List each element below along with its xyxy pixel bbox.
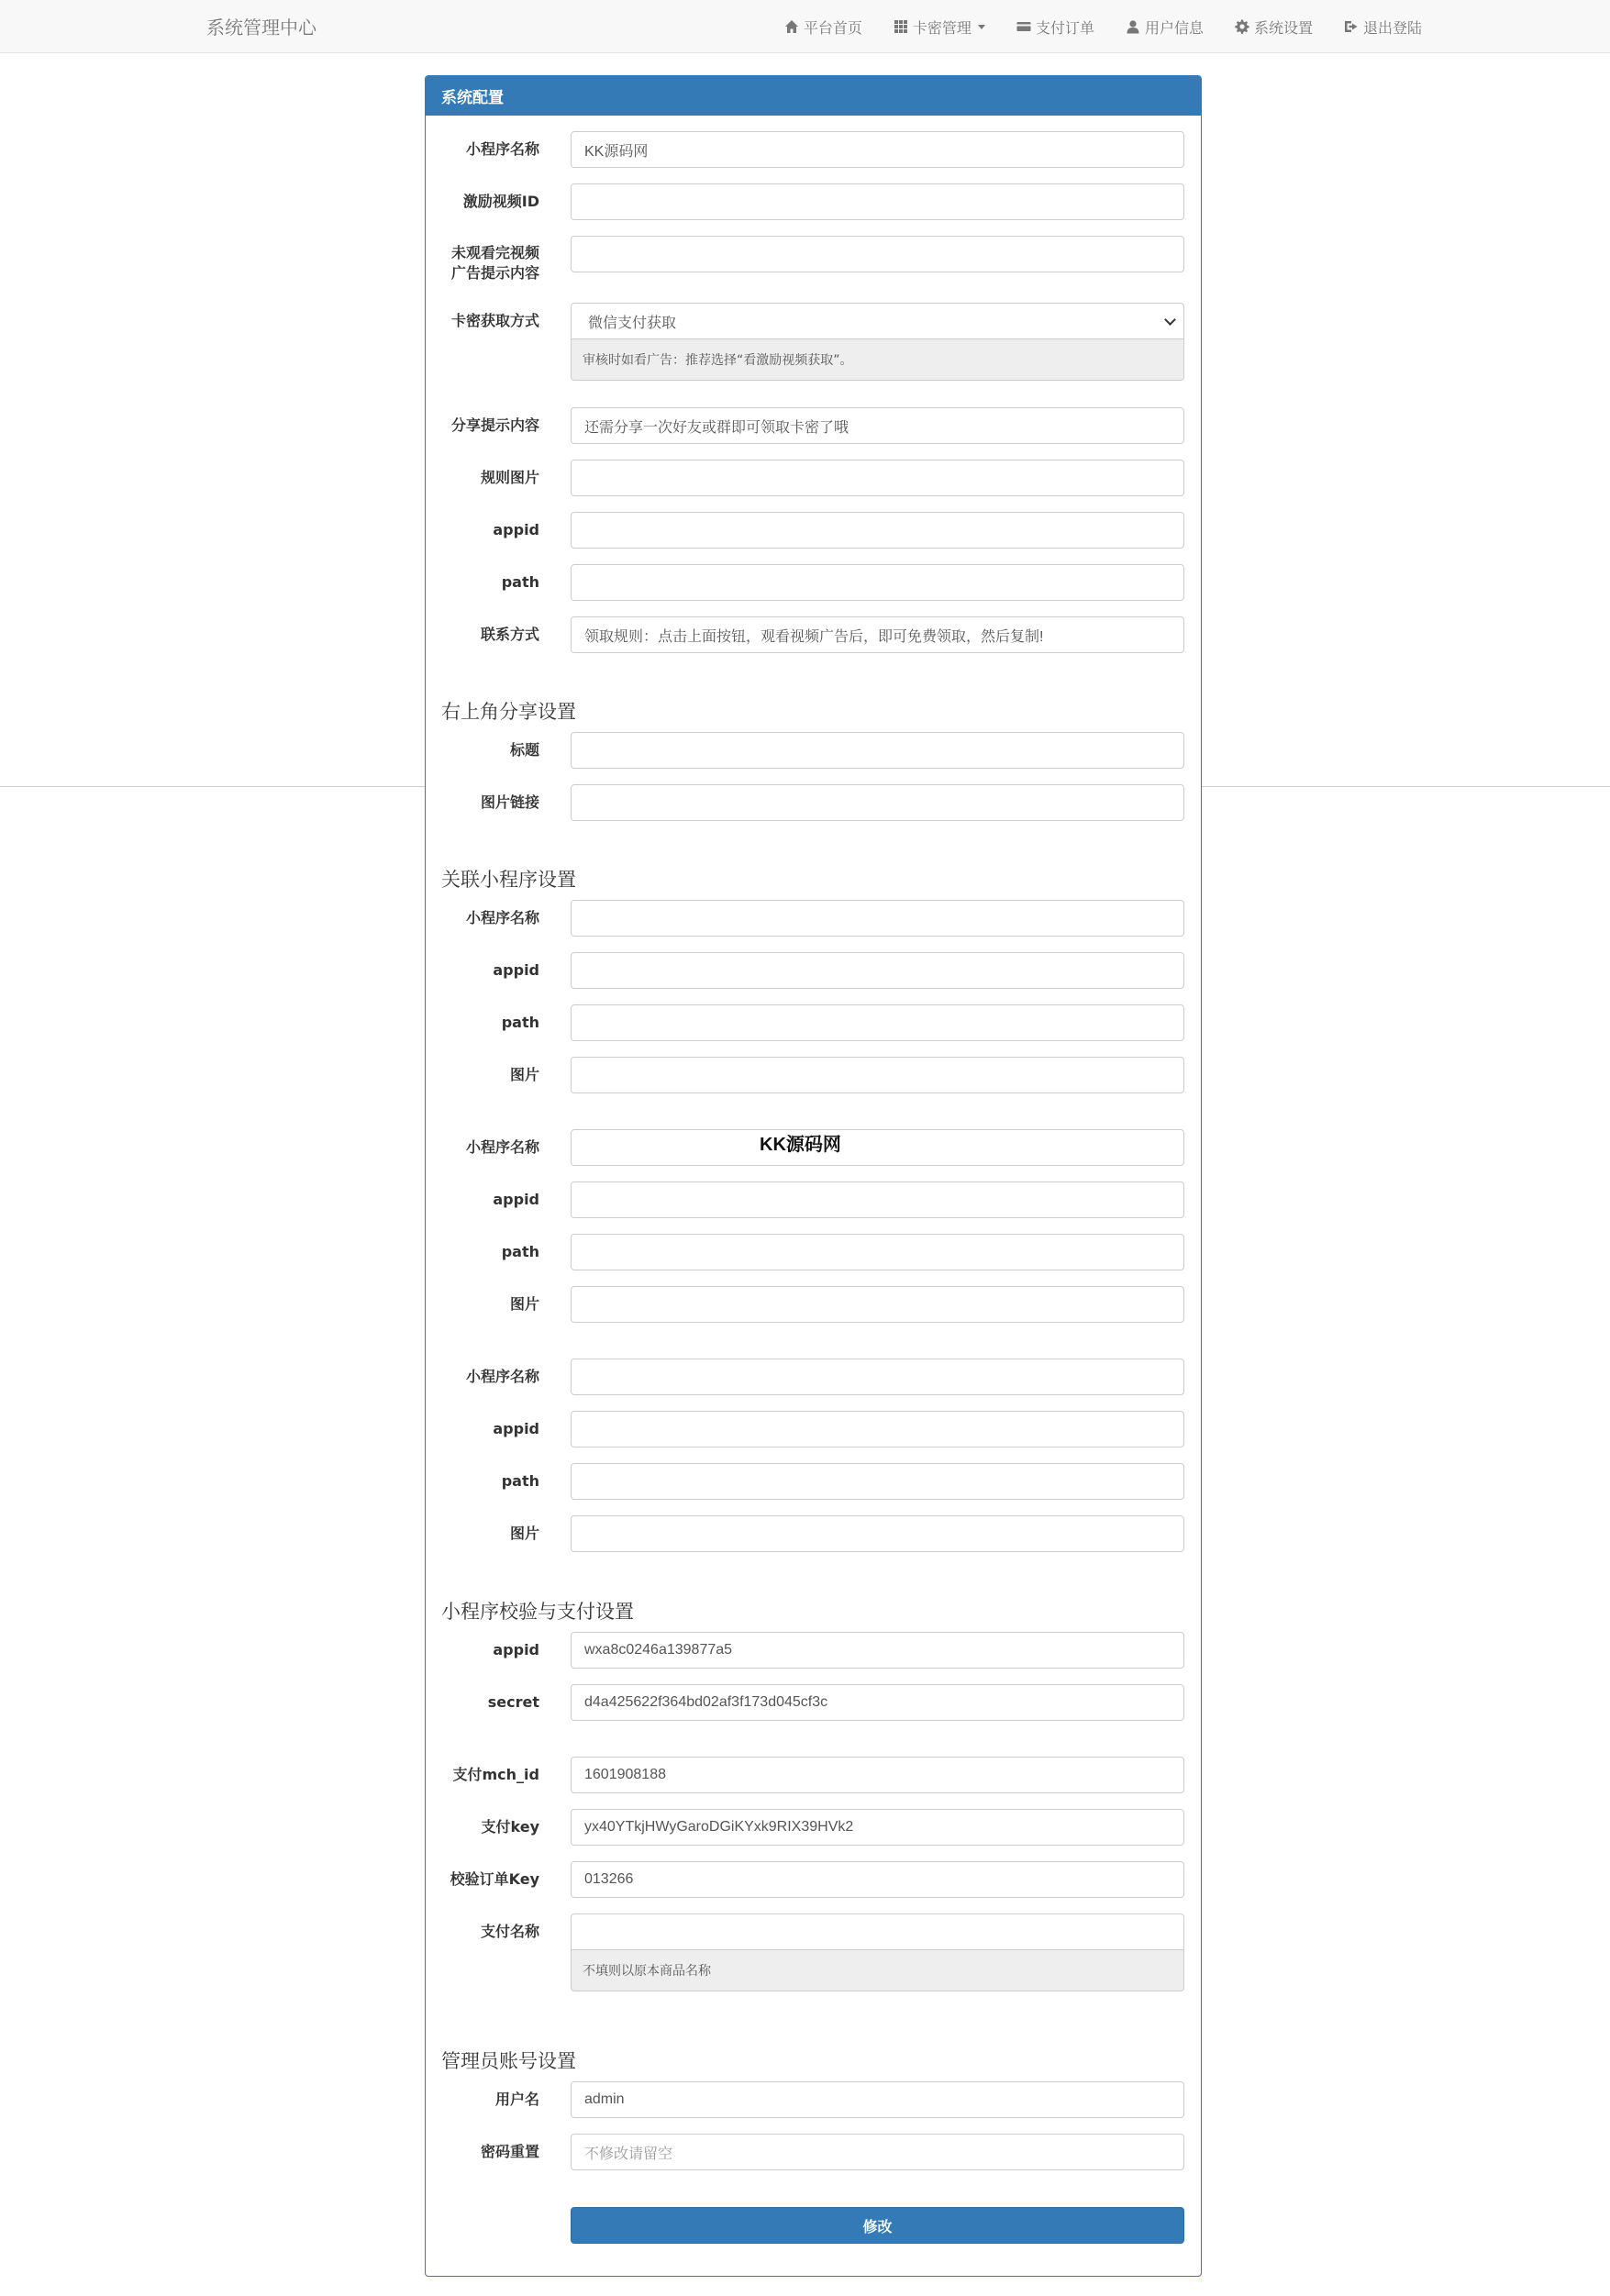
card-method-help: 审核时如看广告：推荐选择“看激励视频获取”。 [571,339,1184,381]
card-method-selected: 微信支付获取 [588,315,677,331]
mini-name-input[interactable]: KK源码网 [571,131,1184,168]
related-2-name-label: 小程序名称 [465,1138,539,1156]
related-1-name-input[interactable] [571,900,1184,937]
nav-orders-label: 支付订单 [1035,18,1094,37]
related-section-title: 关联小程序设置 [441,869,576,891]
brand-title[interactable]: 系统管理中心 [206,17,316,39]
config-panel [425,75,1202,2277]
related-2-image-input[interactable] [571,1286,1184,1323]
unwatched-tip-input[interactable] [571,236,1184,272]
pay-secret-input[interactable]: d4a425622f364bd02af3f173d045cf3c [571,1684,1184,1721]
nav-logout-label: 退出登陆 [1362,18,1422,37]
verify-key-label: 校验订单Key [450,1870,539,1888]
image-link-input[interactable] [571,784,1184,821]
related-2-path-label: path [501,1243,539,1260]
submit-button[interactable]: 修改 [571,2207,1184,2244]
nav-home-label: 平台首页 [803,18,862,37]
rule-image-input[interactable] [571,460,1184,496]
pay-name-label: 支付名称 [480,1923,539,1940]
admin-section-title: 管理员账号设置 [441,2050,576,2072]
related-1-name-label: 小程序名称 [465,909,539,926]
related-3-name-label: 小程序名称 [465,1368,539,1385]
chevron-down-icon [978,25,985,29]
pay-appid-label: appid [493,1641,539,1658]
panel-title: 系统配置 [426,76,1201,116]
unwatched-tip-label [426,243,539,283]
related-2-appid-label: appid [493,1191,539,1208]
related-1-appid-label: appid [493,961,539,979]
related-2-path-input[interactable] [571,1234,1184,1270]
related-1-path-input[interactable] [571,1004,1184,1041]
nav-card-management[interactable] [894,17,985,38]
username-input[interactable]: admin [571,2081,1184,2118]
related-3-path-label: path [501,1472,539,1490]
pay-section-title: 小程序校验与支付设置 [441,1601,634,1623]
mini-name-label: 小程序名称 [465,140,539,158]
image-link-label: 图片链接 [480,793,539,811]
video-id-label: 激励视频ID [462,193,539,210]
card-method-label: 卡密获取方式 [450,312,539,329]
nav-user-info[interactable] [1126,17,1204,38]
top-navbar [0,0,1610,53]
related-1-image-label: 图片 [509,1066,539,1083]
pay-name-input[interactable] [571,1913,1184,1950]
nav-user-label: 用户信息 [1144,18,1204,37]
unwatched-tip-label-line2: 广告提示内容 [450,264,539,282]
related-3-image-label: 图片 [509,1525,539,1542]
nav-system-settings[interactable] [1235,17,1313,38]
password-label: 密码重置 [480,2143,539,2160]
home-icon [784,19,799,34]
pay-key-input[interactable]: yx40YTkjHWyGaroDGiKYxk9RIX39HVk2 [571,1809,1184,1846]
appid-label: appid [493,521,539,538]
related-2-name-input[interactable] [571,1129,1184,1166]
pay-key-label: 支付key [481,1818,539,1836]
contact-input[interactable]: 领取规则：点击上面按钮，观看视频广告后，即可免费领取，然后复制! [571,616,1184,653]
related-1-appid-input[interactable] [571,952,1184,989]
watermark-text: KK源码网 [760,1135,841,1155]
related-3-appid-input[interactable] [571,1411,1184,1447]
contact-label: 联系方式 [480,626,539,643]
path-input[interactable] [571,564,1184,601]
pay-mch-input[interactable]: 1601908188 [571,1757,1184,1793]
share-tip-label: 分享提示内容 [450,416,539,434]
username-label: 用户名 [494,2091,539,2108]
video-id-input[interactable] [571,183,1184,220]
share-tip-input[interactable]: 还需分享一次好友或群即可领取卡密了哦 [571,407,1184,444]
nav-logout[interactable] [1344,17,1422,38]
related-2-image-label: 图片 [509,1295,539,1313]
gear-icon [1235,19,1249,34]
chevron-down-icon [1164,314,1176,326]
related-2-appid-input[interactable] [571,1181,1184,1218]
related-3-path-input[interactable] [571,1463,1184,1500]
related-1-image-input[interactable] [571,1057,1184,1093]
related-3-appid-label: appid [493,1420,539,1437]
pay-appid-input[interactable]: wxa8c0246a139877a5 [571,1632,1184,1669]
appid-input[interactable] [571,512,1184,549]
password-input[interactable]: 不修改请留空 [571,2134,1184,2170]
nav-card-label: 卡密管理 [912,18,972,37]
card-method-select[interactable] [571,303,1184,339]
card-icon [1016,19,1031,34]
verify-key-input[interactable]: 013266 [571,1861,1184,1898]
rule-image-label: 规则图片 [480,469,539,486]
related-1-path-label: path [501,1014,539,1031]
logout-icon [1344,19,1359,34]
nav-menu [784,0,1422,53]
unwatched-tip-label-line1: 未观看完视频 [450,244,539,261]
share-title-label: 标题 [509,741,539,759]
share-title-input[interactable] [571,732,1184,769]
path-label: path [501,573,539,591]
nav-settings-label: 系统设置 [1253,18,1313,37]
related-3-image-input[interactable] [571,1515,1184,1552]
share-section-title: 右上角分享设置 [441,701,576,723]
nav-home[interactable] [784,17,862,38]
pay-secret-label: secret [487,1693,539,1711]
grid-icon [894,19,908,34]
pay-name-help: 不填则以原本商品名称 [571,1950,1184,1991]
pay-mch-label: 支付mch_id [452,1766,539,1783]
related-3-name-input[interactable] [571,1359,1184,1395]
nav-pay-orders[interactable] [1016,17,1094,38]
user-icon [1126,19,1140,34]
